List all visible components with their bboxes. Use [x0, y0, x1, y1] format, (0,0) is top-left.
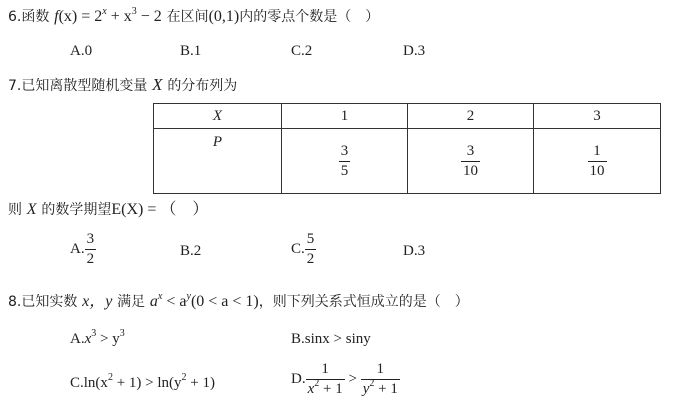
option-label: D.	[403, 243, 418, 259]
numerator: 3	[340, 142, 349, 159]
den-var: y	[362, 381, 370, 397]
distribution-table	[153, 103, 661, 194]
q7-q-var: X	[26, 201, 37, 218]
den-exp: 2	[314, 378, 320, 389]
numerator: 3	[86, 231, 95, 247]
table-header-cell: 2	[408, 104, 534, 129]
q6-arg: (x) = 2	[58, 8, 103, 25]
q8-end: ，则下列关系式恒成立的是（ ）	[258, 294, 469, 310]
option-label: C.	[70, 375, 84, 391]
q8-vars: x，y	[82, 293, 113, 310]
denominator: 2	[306, 251, 315, 267]
option-label: C.	[291, 43, 305, 59]
option-var: x	[84, 331, 92, 347]
q7-option-d[interactable]	[403, 243, 425, 260]
fraction	[588, 144, 607, 179]
q7-q-expr: E(X) = （ ）	[111, 201, 209, 218]
q6-exp2: 3	[131, 6, 137, 17]
option-exp: 2	[107, 372, 113, 383]
option-text: + 1)	[186, 375, 215, 391]
option-text: ln(x	[83, 375, 108, 391]
q8-option-b[interactable]	[291, 331, 371, 348]
fraction	[461, 144, 480, 179]
fraction	[306, 362, 345, 397]
option-value: 0	[84, 43, 93, 59]
q8-option-c[interactable]	[70, 372, 215, 392]
fraction	[305, 232, 317, 267]
q8-option-a[interactable]	[70, 328, 125, 348]
denominator: 5	[340, 162, 349, 179]
table-cell	[408, 129, 534, 194]
option-label: B.	[180, 243, 194, 259]
q8-cond-ex: x	[157, 291, 163, 302]
q8-cond-ey: y	[186, 291, 191, 302]
q7-question	[8, 196, 208, 219]
option-label: D.	[291, 371, 306, 387]
den-exp: 2	[369, 378, 375, 389]
q7-prefix: 7.已知离散型随机变量	[8, 78, 148, 94]
den-text: + 1	[319, 381, 343, 397]
q8-cond-lt: < a	[162, 293, 187, 310]
comparison-sign: >	[348, 371, 357, 387]
fraction	[339, 144, 351, 179]
q8-cond-a: a	[149, 293, 158, 310]
fraction	[85, 232, 97, 267]
question-8	[8, 288, 469, 311]
q6-option-b[interactable]	[180, 43, 201, 60]
table-cell	[282, 129, 408, 194]
numerator: 1	[593, 142, 601, 159]
option-value: 2	[304, 43, 313, 59]
table-header-row	[154, 104, 661, 129]
q7-option-a[interactable]	[70, 232, 96, 267]
table-header-cell: 3	[534, 104, 661, 129]
q6-prefix: 6.函数	[8, 9, 50, 25]
question-6	[8, 6, 379, 26]
q6-mid: 在区间	[166, 9, 209, 25]
option-exp: 3	[91, 328, 97, 339]
fraction	[361, 362, 400, 397]
option-text: sinx > siny	[304, 331, 371, 347]
denominator: 10	[589, 162, 605, 179]
numerator: 1	[376, 361, 385, 377]
table-row-label: P	[154, 129, 282, 194]
numerator: 5	[306, 231, 315, 247]
q7-q-prefix: 则	[8, 202, 22, 218]
table-cell	[534, 129, 661, 194]
option-label: C.	[291, 240, 305, 257]
option-value: 1	[193, 43, 202, 59]
question-7	[8, 75, 237, 95]
option-text: + 1) > ln(y	[112, 375, 182, 391]
option-value: 2	[193, 243, 202, 259]
option-value: 3	[417, 43, 426, 59]
q6-plus: + x	[106, 8, 132, 25]
q6-option-d[interactable]	[403, 43, 425, 60]
q7-end: 的分布列为	[167, 78, 238, 94]
q8-mid: 满足	[117, 294, 146, 310]
numerator: 3	[466, 142, 475, 159]
table-header-cell: X	[154, 104, 282, 129]
den-text: + 1	[374, 381, 398, 397]
numerator: 1	[321, 361, 329, 377]
q8-prefix: 8.已知实数	[8, 294, 78, 310]
q8-cond-range: (0 < a < 1)	[190, 293, 259, 310]
denominator	[306, 379, 345, 397]
option-label: B.	[180, 43, 194, 59]
q6-end: 内的零点个数是（ ）	[239, 9, 380, 25]
q7-q-mid: 的数学期望	[41, 202, 112, 218]
option-exp: 2	[181, 372, 187, 383]
table-header-cell: 1	[282, 104, 408, 129]
option-label: A.	[70, 43, 85, 59]
option-text: > y	[96, 331, 120, 347]
option-label: A.	[70, 331, 85, 347]
q6-f: f	[54, 8, 59, 25]
q6-option-c[interactable]	[291, 43, 312, 60]
option-label: B.	[291, 331, 305, 347]
option-exp: 3	[119, 328, 125, 339]
q8-option-d[interactable]	[291, 362, 400, 397]
q6-tail: − 2	[136, 8, 162, 25]
table-row	[154, 129, 661, 194]
denominator	[361, 379, 400, 397]
q6-option-a[interactable]	[70, 43, 92, 60]
q7-var: X	[152, 75, 163, 94]
q6-exp1: x	[102, 6, 107, 17]
q6-interval: (0,1)	[208, 8, 240, 25]
den-var: x	[307, 381, 315, 397]
option-label: A.	[70, 240, 85, 257]
denominator: 2	[86, 251, 95, 267]
option-label: D.	[403, 43, 418, 59]
denominator: 10	[463, 162, 478, 179]
option-value: 3	[417, 243, 426, 259]
q7-option-b[interactable]	[180, 243, 201, 260]
q7-option-c[interactable]	[291, 232, 316, 267]
